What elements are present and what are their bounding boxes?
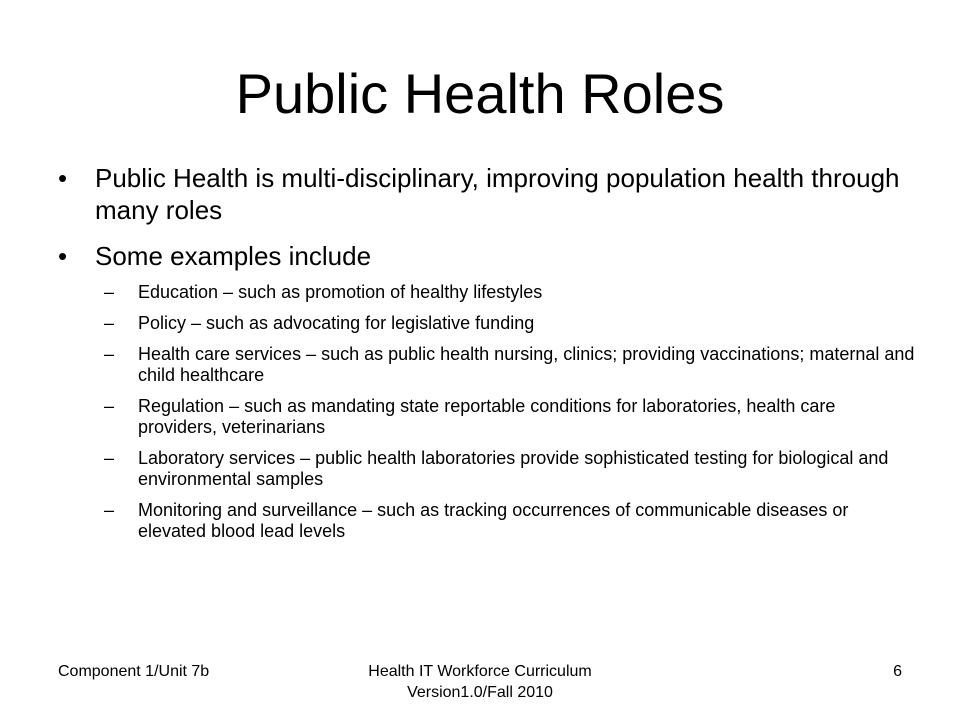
slide-number: 6 [893,663,902,680]
sub-bullet-item [58,344,918,386]
sub-bullet-list [58,282,918,542]
dash-glyph: – [104,448,115,468]
dash-glyph: – [104,396,115,416]
footer-curriculum-line1: Health IT Workforce Curriculum [368,663,592,680]
sub-bullet-item [58,500,918,542]
dash-glyph: – [104,282,115,302]
sub-bullet-text: Health care services – such as public health nursing, clinics; providing vaccinations; maternal and child healthcare [138,344,915,385]
sub-bullet-item [58,396,918,438]
sub-bullet-text: Monitoring and surveillance – such as tracking occurrences of communicable diseases or elevated blood lead levels [138,500,849,541]
sub-bullet-text: Laboratory services – public health laboratories provide sophisticated testing for biological and environmental samples [138,448,889,489]
footer-component-label: Component 1/Unit 7b [58,663,210,680]
dash-glyph: – [104,344,115,364]
sub-bullet-item [58,448,918,490]
footer-curriculum-line2: Version1.0/Fall 2010 [407,684,553,701]
slide-body [58,162,918,552]
bullet-glyph: • [58,163,68,193]
bullet-item [58,240,918,272]
sub-bullet-item [58,313,918,334]
sub-bullet-text: Policy – such as advocating for legislative funding [138,313,535,333]
dash-glyph: – [104,313,115,333]
sub-bullet-text: Regulation – such as mandating state reportable conditions for laboratories, health care providers, veterinarians [138,396,836,437]
bullet-text: Some examples include [95,241,372,271]
sub-bullet-item [58,282,918,303]
bullet-glyph: • [58,241,68,271]
bullet-item [58,162,918,226]
slide-title: Public Health Roles [235,62,725,125]
footer-curriculum-label [330,661,630,703]
sub-bullet-text: Education – such as promotion of healthy lifestyles [138,282,543,302]
bullet-text: Public Health is multi-disciplinary, improving population health through many roles [95,163,900,225]
dash-glyph: – [104,500,115,520]
